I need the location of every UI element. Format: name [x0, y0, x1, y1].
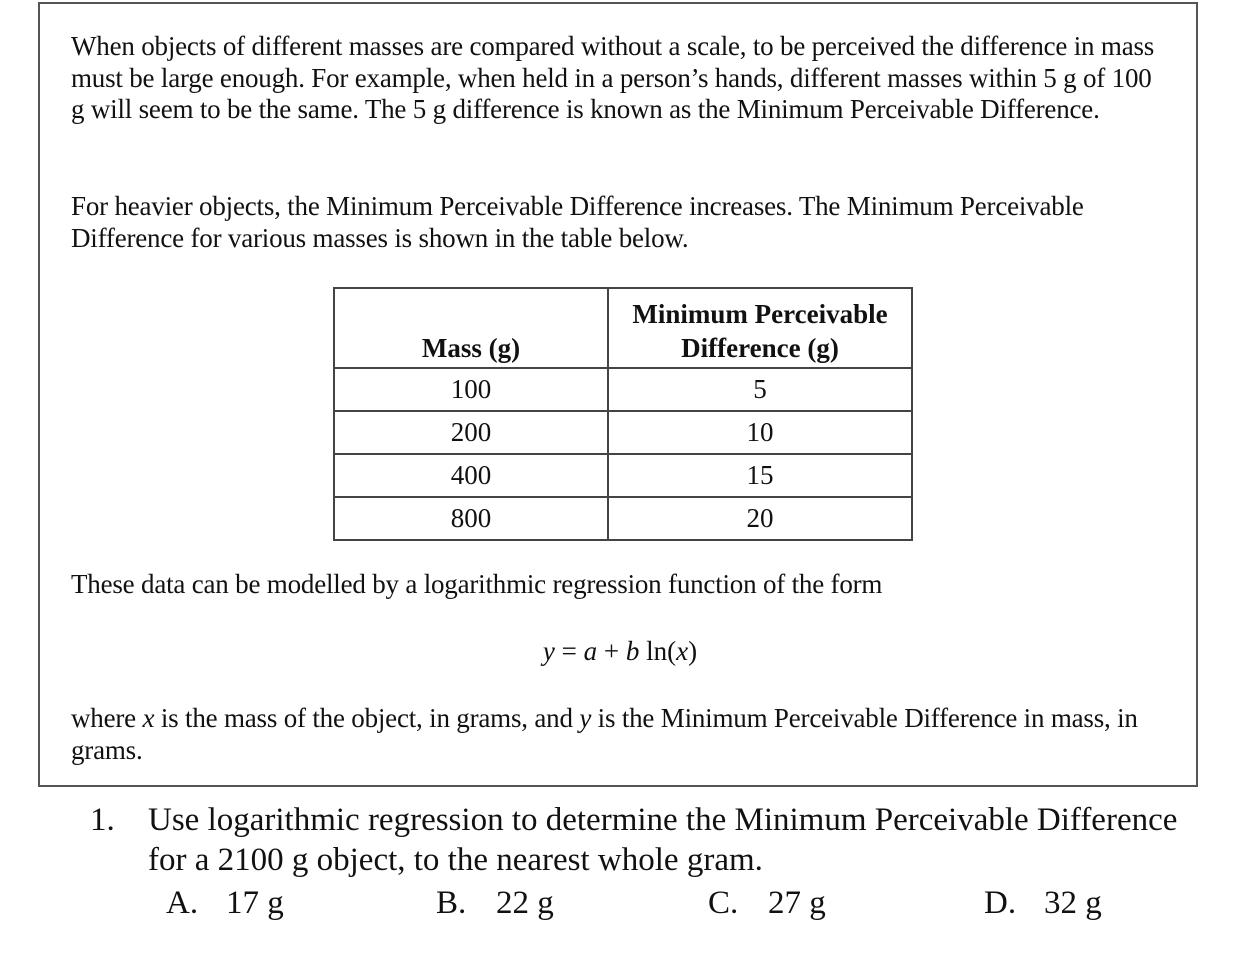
- option-letter: D.: [984, 885, 1017, 921]
- option-letter: B.: [436, 885, 467, 921]
- variable-definition-paragraph: [71, 703, 1181, 766]
- passage-box: [38, 2, 1198, 787]
- definition-x: x: [142, 703, 155, 733]
- mass-difference-table: [333, 287, 913, 541]
- option-c[interactable]: [708, 883, 826, 923]
- mass-cell: 200: [334, 411, 608, 454]
- question-text: Use logarithmic regression to determine the Minimum Perceivable Difference for a 2100 g object, to the nearest whole gram.: [148, 802, 1178, 878]
- model-paragraph: These data can be modelled by a logarithmic regression function of the form: [71, 569, 883, 599]
- option-text: 22 g: [496, 885, 554, 921]
- formula-equals: =: [554, 636, 584, 666]
- formula-b: b: [625, 636, 640, 666]
- difference-cell: 20: [608, 497, 912, 540]
- option-text: 17 g: [226, 885, 284, 921]
- definition-y: y: [579, 703, 592, 733]
- formula-a: a: [583, 636, 598, 666]
- regression-formula: [40, 636, 1200, 667]
- definition-text-3: is the Minimum Perceivable Difference in mass, in grams.: [71, 703, 1138, 765]
- table-row: [334, 368, 912, 411]
- difference-cell: 5: [608, 368, 912, 411]
- table-row: [334, 454, 912, 497]
- option-text: 32 g: [1044, 885, 1102, 921]
- formula-ln-open: ln(: [639, 636, 677, 666]
- option-d[interactable]: [984, 883, 1102, 923]
- formula-y: y: [542, 636, 555, 666]
- intro-paragraph: When objects of different masses are compared without a scale, to be perceived the difference in mass must be large enough. For example, when held in a person’s hands, different masses within 5 g of 100 g will seem to be the same. The 5 g difference is known as the Minimum Perceivable Difference.: [71, 31, 1155, 124]
- table-header-row: [334, 288, 912, 368]
- mass-cell: 800: [334, 497, 608, 540]
- difference-cell: 15: [608, 454, 912, 497]
- difference-cell: 10: [608, 411, 912, 454]
- table-row: [334, 497, 912, 540]
- mass-cell: 100: [334, 368, 608, 411]
- question-number: 1.: [90, 802, 115, 838]
- table-row: [334, 411, 912, 454]
- option-b[interactable]: [436, 883, 554, 923]
- option-text: 27 g: [768, 885, 826, 921]
- mass-cell: 400: [334, 454, 608, 497]
- option-a[interactable]: [166, 883, 284, 923]
- definition-text-2: is the mass of the object, in grams, and: [154, 703, 580, 733]
- table-intro-paragraph: For heavier objects, the Minimum Perceivable Difference increases. The Minimum Perceivable Difference for various masses is shown in the table below.: [71, 191, 1084, 253]
- formula-ln-close: ): [688, 636, 698, 666]
- mass-column-header: Mass (g): [334, 288, 608, 368]
- formula-x: x: [676, 636, 689, 666]
- option-letter: C.: [708, 885, 739, 921]
- formula-plus: +: [597, 636, 626, 666]
- definition-text-1: where: [71, 703, 143, 733]
- difference-column-header: Minimum Perceivable Difference (g): [608, 288, 912, 368]
- option-letter: A.: [166, 885, 199, 921]
